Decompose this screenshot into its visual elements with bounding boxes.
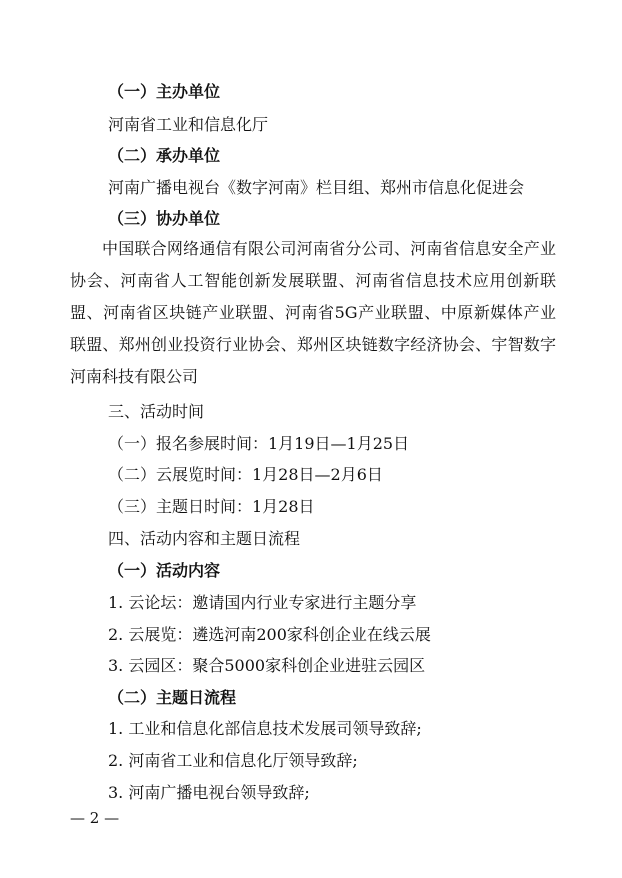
content-item-forum: 1. 云论坛：邀请国内行业专家进行主题分享 — [108, 593, 417, 612]
host-text: 河南省工业和信息化厅 — [108, 115, 269, 134]
flow-item-1: 1. 工业和信息化部信息技术发展司领导致辞; — [108, 719, 422, 738]
section3-heading: 三、活动时间 — [108, 402, 205, 421]
coorganizer-paragraph: 中国联合网络通信有限公司河南省分公司、河南省信息安全产业协会、河南省人工智能创新发展联盟、河南省信息技术应用创新联盟、河南省区块链产业联盟、河南省5G产业联盟、中原新媒体产业联盟、郑州创业投资行业协会、郑州区块链数字经济协会、宇智数字河南科技有限公司 — [70, 239, 556, 386]
content-item-park: 3. 云园区：聚合5000家科创企业进驻云园区 — [108, 656, 426, 675]
organizer-heading: （二）承办单位 — [108, 146, 221, 165]
flow-heading: （二）主题日流程 — [108, 688, 237, 707]
signup-time: （一）报名参展时间：1月19日—1月25日 — [108, 434, 410, 453]
flow-item-3: 3. 河南广播电视台领导致辞; — [108, 783, 310, 802]
flow-item-2: 2. 河南省工业和信息化厅领导致辞; — [108, 751, 358, 770]
exhibition-time: （二）云展览时间：1月28日—2月6日 — [108, 465, 383, 484]
theme-day-time: （三）主题日时间：1月28日 — [108, 497, 315, 516]
content-item-exhibition: 2. 云展览：遴选河南200家科创企业在线云展 — [108, 625, 431, 644]
organizer-text: 河南广播电视台《数字河南》栏目组、郑州市信息化促进会 — [108, 178, 525, 197]
coorganizer-heading: （三）协办单位 — [108, 209, 221, 228]
page-number: — 2 — — [70, 809, 120, 827]
section4-heading: 四、活动内容和主题日流程 — [108, 529, 301, 548]
host-heading: （一）主办单位 — [108, 82, 221, 101]
content-heading: （一）活动内容 — [108, 561, 221, 580]
